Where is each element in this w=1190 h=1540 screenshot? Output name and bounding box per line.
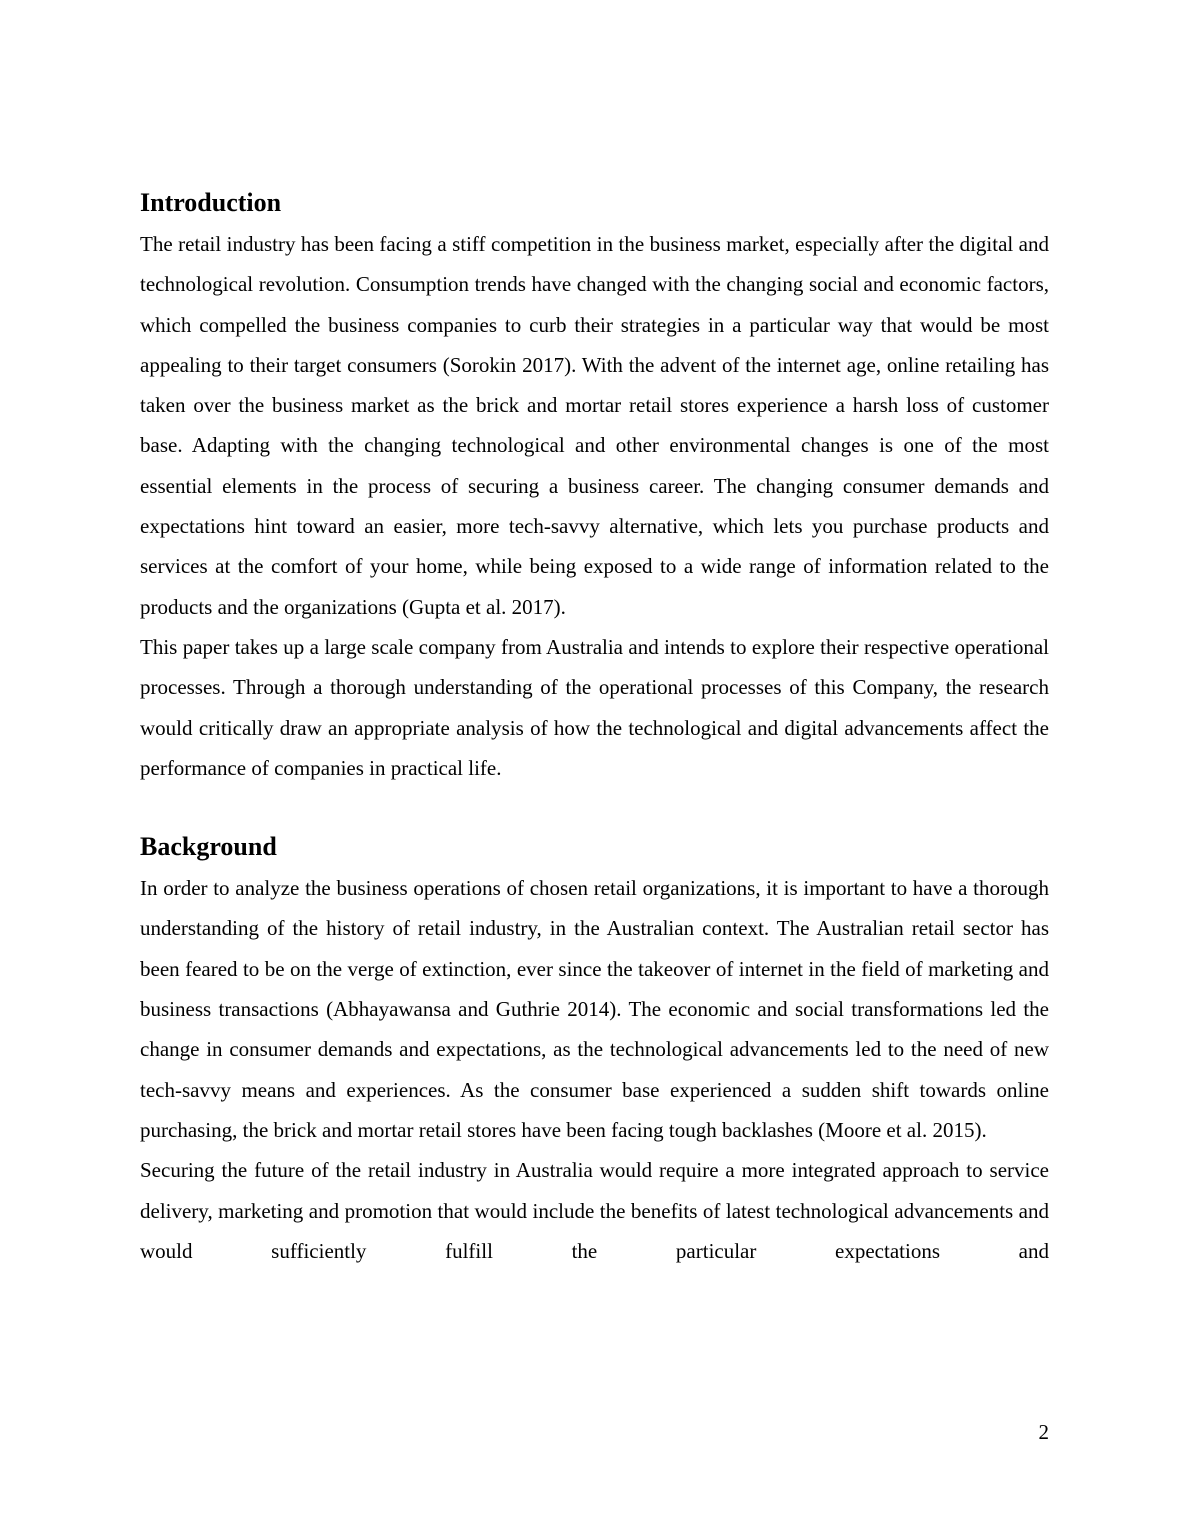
- section-heading-introduction: Introduction: [140, 188, 282, 217]
- page-number: 2: [1038, 1420, 1049, 1444]
- introduction-paragraph-2: This paper takes up a large scale company from Australia and intends to explore their respective operational processes. Through a thorough understanding of the operational processes of this Company, the research would critically draw an appropriate analysis of how the technological and digital advancements affect the performance of companies in practical life.: [140, 634, 1049, 780]
- section-spacer: [140, 788, 1049, 828]
- section-introduction: [140, 184, 1049, 788]
- introduction-paragraph-1: The retail industry has been facing a stiff competition in the business market, especially after the digital and technological revolution. Consumption trends have changed with the changing social and economic factors, which compelled the business companies to curb their strategies in a particular way that would be most appealing to their target consumers (Sorokin 2017). With the advent of the internet age, online retailing has taken over the business market as the brick and mortar retail stores experience a harsh loss of customer base. Adapting with the changing technological and other environmental changes is one of the most essential elements in the process of securing a business career. The changing consumer demands and expectations hint toward an easier, more tech-savvy alternative, which lets you purchase products and services at the comfort of your home, while being exposed to a wide range of information related to the products and the organizations (Gupta et al. 2017).: [140, 232, 1049, 619]
- section-background: [140, 828, 1049, 1271]
- page-content: [140, 184, 1049, 1271]
- background-paragraph-2: Securing the future of the retail industry in Australia would require a more integrated approach to service delivery, marketing and promotion that would include the benefits of latest technological advancements and would sufficiently fulfill the particular expectations and: [140, 1158, 1049, 1263]
- section-heading-background: Background: [140, 832, 277, 862]
- background-paragraph-1: In order to analyze the business operations of chosen retail organizations, it is important to have a thorough understanding of the history of retail industry, in the Australian context. The Australian retail sector has been feared to be on the verge of extinction, ever since the takeover of internet in the field of marketing and business transactions (Abhayawansa and Guthrie 2014). The economic and social transformations led the change in consumer demands and expectations, as the technological advancements led to the need of new tech-savvy means and experiences. As the consumer base experienced a sudden shift towards online purchasing, the brick and mortar retail stores have been facing tough backlashes (Moore et al. 2015).: [140, 876, 1049, 1142]
